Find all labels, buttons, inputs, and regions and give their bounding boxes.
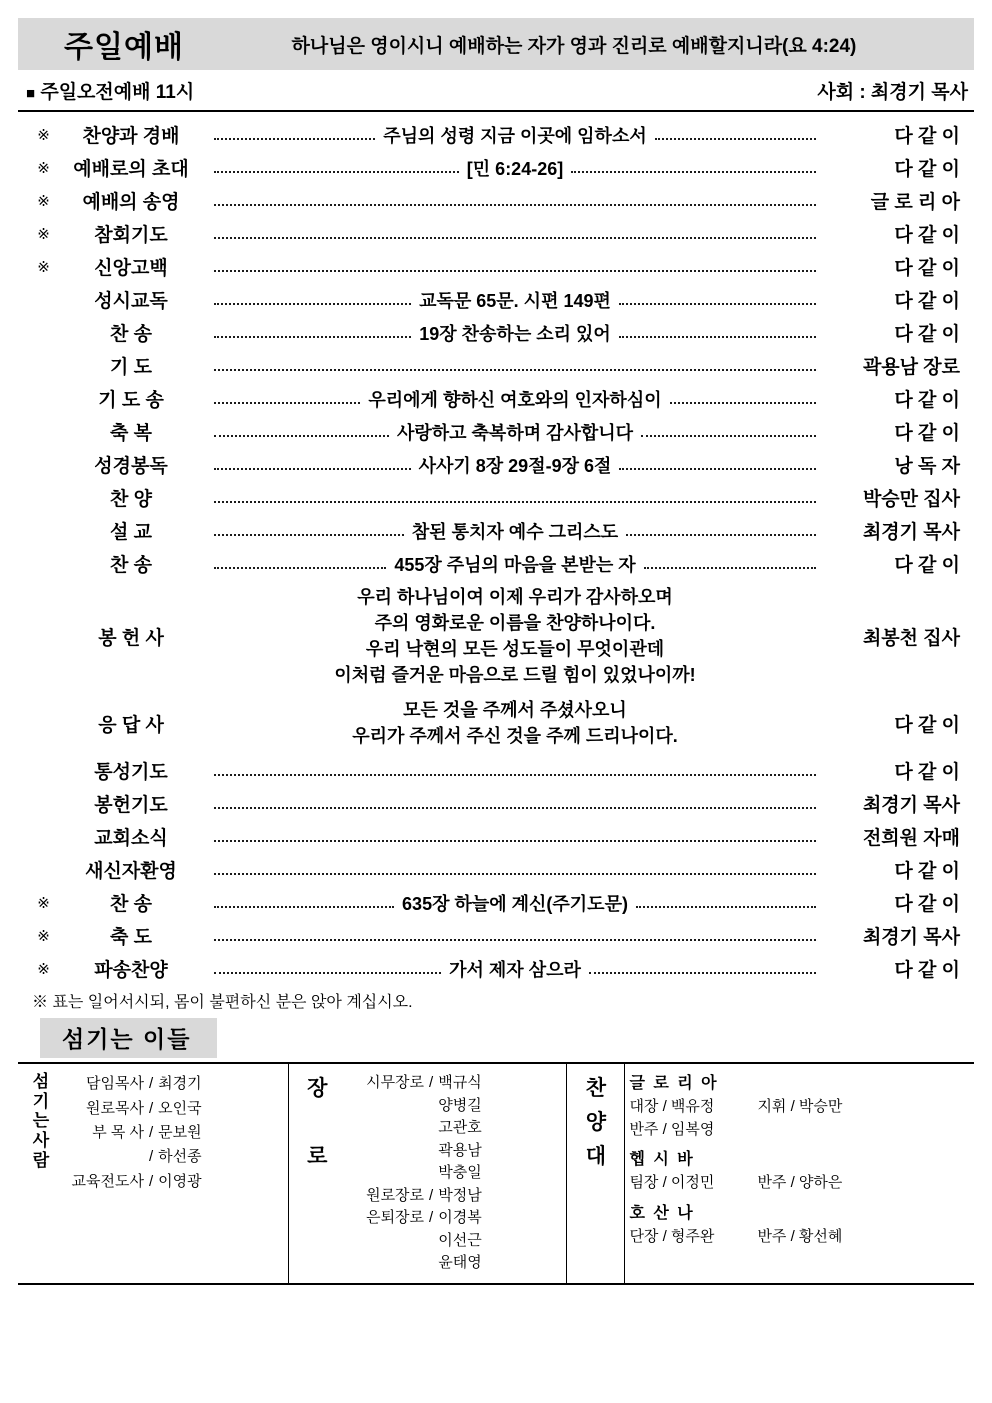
- order-item: 기 도: [110, 357, 152, 378]
- order-item: 봉헌기도: [94, 795, 168, 817]
- pastor-entry: 부 목 사 / 문보원: [92, 1123, 202, 1141]
- order-mark: [18, 692, 56, 754]
- order-mid: [206, 316, 824, 349]
- order-mid: [206, 283, 824, 316]
- order-who: 다 같 이: [894, 714, 960, 736]
- service-label: 주일오전예배 11시: [40, 82, 195, 103]
- service-leader: 사회 : 최경기 목사: [817, 82, 968, 103]
- order-mark: [18, 787, 56, 820]
- choir-role-row: 대장 / 백유정 지휘 / 박승만: [629, 1098, 843, 1116]
- elder-entry: 양병길: [438, 1096, 482, 1114]
- choir-name: 헵 시 바: [629, 1151, 695, 1169]
- elder-entry: 박충일: [438, 1164, 482, 1182]
- order-row: [18, 514, 974, 547]
- order-mark: ※: [37, 192, 50, 210]
- order-mark: ※: [37, 126, 50, 144]
- order-mid: [206, 952, 824, 985]
- order-mid: [206, 886, 824, 919]
- order-mid: [206, 382, 824, 415]
- elder-entry: 윤태영: [438, 1254, 482, 1272]
- pastors-list: [64, 1063, 288, 1284]
- order-item: 성시교독: [94, 291, 168, 312]
- pastor-entry: 교육전도사 / 이영광: [71, 1172, 202, 1190]
- order-row: [18, 820, 974, 853]
- order-mid: [206, 118, 824, 151]
- order-item: 봉 헌 사: [98, 627, 164, 649]
- order-row: [18, 919, 974, 952]
- order-mark: [18, 448, 56, 481]
- choir-role-row: 팀장 / 이정민 반주 / 양하은: [629, 1174, 843, 1192]
- order-item: 새신자환영: [85, 861, 177, 883]
- order-row: [18, 151, 974, 184]
- order-row: [18, 886, 974, 919]
- order-item: 찬양과 경배: [82, 126, 180, 147]
- order-mid: [206, 217, 824, 250]
- choir-block: [629, 1072, 970, 1141]
- order-detail: 주님의 성령 지금 이곳에 임하소서: [383, 125, 647, 146]
- order-mid: [206, 250, 824, 283]
- elder-entry: 이선근: [438, 1231, 482, 1249]
- choir-name: 글 로 리 아: [629, 1075, 719, 1093]
- choirs-list: [625, 1063, 974, 1284]
- order-detail: 참된 통치자 예수 그리스도: [411, 521, 619, 542]
- order-mark: ※: [37, 258, 50, 276]
- order-mark: [18, 820, 56, 853]
- order-row: [18, 754, 974, 787]
- order-mark: ※: [37, 159, 50, 177]
- elder-entry: 고관호: [438, 1119, 482, 1137]
- order-row: [18, 952, 974, 985]
- order-mid: [206, 547, 824, 580]
- elder-entry: 은퇴장로 / 이경복: [366, 1209, 482, 1227]
- order-row: [18, 184, 974, 217]
- order-mark: [18, 514, 56, 547]
- order-mark: [18, 481, 56, 514]
- service-subheader: [18, 70, 974, 112]
- order-who: 다 같 이: [894, 960, 960, 982]
- order-detail-multiline: 모든 것을 주께서 주셨사오니 우리가 주께서 주신 것을 주께 드리나이다.: [352, 700, 678, 747]
- order-who: 최봉천 집사: [862, 627, 960, 649]
- servants-col1-label: 섬 기 는 사 람: [32, 1072, 50, 1170]
- order-item: 축 도: [110, 927, 152, 949]
- servants-section-title: 섬기는 이들: [40, 1018, 217, 1058]
- elders-list: [346, 1063, 567, 1284]
- choir-name: 호 산 나: [629, 1204, 695, 1222]
- order-who: 박승만 집사: [862, 489, 960, 510]
- order-row: [18, 853, 974, 886]
- order-mark: [18, 754, 56, 787]
- order-item: 찬 송: [110, 324, 152, 345]
- order-detail: 교독문 65문. 시편 149편: [419, 290, 611, 311]
- order-mid: [206, 481, 824, 514]
- order-who: 다 같 이: [894, 225, 960, 246]
- order-row: [18, 283, 974, 316]
- order-who: 다 같 이: [894, 390, 960, 411]
- order-mark: ※: [37, 894, 50, 912]
- pastor-entry: 원로목사 / 오인국: [86, 1099, 202, 1117]
- order-mid: [206, 692, 824, 754]
- order-item: 통성기도: [94, 762, 168, 784]
- order-mark: [18, 283, 56, 316]
- elder-entry: 시무장로 / 백규식: [366, 1074, 482, 1092]
- servants-col2-label: 장 로: [288, 1063, 346, 1284]
- choir-role-row: 반주 / 임복영: [629, 1120, 715, 1138]
- order-item: 응 답 사: [98, 714, 164, 736]
- order-detail: 우리에게 향하신 여호와의 인자하심이: [368, 389, 662, 410]
- order-mark: [18, 349, 56, 382]
- order-item: 성경봉독: [94, 456, 168, 477]
- order-mid: [206, 580, 824, 692]
- page-title: 주일예배: [64, 31, 184, 64]
- order-who: 다 같 이: [894, 555, 960, 576]
- order-mark: ※: [37, 960, 50, 978]
- order-mark: [18, 853, 56, 886]
- servants-col3-label: 찬 양 대: [567, 1063, 625, 1284]
- order-who: 전희원 자매: [862, 828, 960, 850]
- order-detail: 가서 제자 삼으라: [449, 959, 581, 980]
- choir-block: [629, 1202, 970, 1249]
- order-row: [18, 448, 974, 481]
- order-item: 예배로의 초대: [73, 159, 189, 180]
- order-mid: [206, 853, 824, 886]
- order-row: [18, 118, 974, 151]
- service-label-wrap: [26, 77, 194, 104]
- order-item: 찬 양: [110, 489, 152, 510]
- choir-role-row: 단장 / 형주완 반주 / 황선혜: [629, 1227, 843, 1245]
- order-item: 교회소식: [94, 828, 168, 850]
- order-row: [18, 481, 974, 514]
- order-mid: [206, 787, 824, 820]
- elder-entry: 원로장로 / 박정남: [366, 1186, 482, 1204]
- header-bar: [18, 18, 974, 70]
- order-who: 글 로 리 아: [870, 192, 960, 213]
- order-mid: [206, 151, 824, 184]
- order-row: [18, 316, 974, 349]
- order-detail: 635장 하늘에 계신(주기도문): [402, 893, 628, 914]
- order-row: [18, 547, 974, 580]
- order-item: 축 복: [110, 423, 152, 444]
- order-mid: [206, 820, 824, 853]
- order-who: 다 같 이: [894, 126, 960, 147]
- order-mid: [206, 184, 824, 217]
- order-who: 다 같 이: [894, 894, 960, 916]
- order-mark: ※: [37, 927, 50, 945]
- order-of-worship-table: [18, 118, 974, 985]
- order-item: 기 도 송: [98, 390, 164, 411]
- servants-table: [18, 1062, 974, 1285]
- order-who: 다 같 이: [894, 159, 960, 180]
- order-mid: [206, 448, 824, 481]
- square-bullet-icon: ■: [26, 85, 36, 102]
- order-mark: [18, 316, 56, 349]
- order-item: 찬 송: [110, 894, 152, 916]
- elder-entry: 곽용남: [438, 1141, 482, 1159]
- choir-block: [629, 1148, 970, 1195]
- order-mid: [206, 514, 824, 547]
- order-mid: [206, 754, 824, 787]
- order-who: 다 같 이: [894, 861, 960, 883]
- order-item: 예배의 송영: [82, 192, 180, 213]
- order-item: 참회기도: [94, 225, 168, 246]
- order-who: 최경기 목사: [862, 927, 960, 949]
- order-row: [18, 217, 974, 250]
- order-row: [18, 415, 974, 448]
- order-mark: [18, 580, 56, 692]
- order-who: 다 같 이: [894, 291, 960, 312]
- order-detail: 19장 찬송하는 소리 있어: [419, 323, 611, 344]
- order-item: 설 교: [110, 522, 152, 543]
- order-row: [18, 349, 974, 382]
- order-detail-multiline: 우리 하나님이여 이제 우리가 감사하오며 주의 영화로운 이름을 찬양하나이다. 우리 낙현의 모든 성도들이 무엇이관데 이처럼 즐거운 마음으로 드릴 힘이 있었나이까!: [334, 587, 696, 686]
- order-mark: [18, 382, 56, 415]
- order-who: 최경기 목사: [862, 795, 960, 817]
- order-who: 다 같 이: [894, 258, 960, 279]
- order-mid: [206, 415, 824, 448]
- order-who: 낭 독 자: [894, 456, 960, 477]
- order-who: 곽용남 장로: [862, 357, 960, 378]
- order-row: [18, 787, 974, 820]
- order-who: 다 같 이: [894, 762, 960, 784]
- order-item: 파송찬양: [94, 960, 168, 982]
- order-detail: 사사기 8장 29절-9장 6절: [418, 455, 612, 476]
- order-detail: [민 6:24-26]: [466, 158, 564, 179]
- order-mid: [206, 349, 824, 382]
- order-item: 찬 송: [110, 555, 152, 576]
- order-detail: 455장 주님의 마음을 본받는 자: [394, 554, 636, 575]
- order-who: 최경기 목사: [862, 522, 960, 543]
- order-mark: [18, 415, 56, 448]
- pastor-entry: 담임목사 / 최경기: [86, 1075, 202, 1093]
- order-row-block: [18, 692, 974, 754]
- order-mark: ※: [37, 225, 50, 243]
- order-row: [18, 382, 974, 415]
- order-footnote: ※ 표는 일어서시되, 몸이 불편하신 분은 앉아 계십시오.: [32, 994, 413, 1012]
- order-mid: [206, 919, 824, 952]
- order-row: [18, 250, 974, 283]
- pastor-entry: / 하선종: [149, 1148, 202, 1166]
- header-verse: 하나님은 영이시니 예배하는 자가 영과 진리로 예배할지니라(요 4:24): [291, 35, 857, 57]
- order-mark: [18, 547, 56, 580]
- order-row-block: [18, 580, 974, 692]
- order-who: 다 같 이: [894, 423, 960, 444]
- order-item: 신앙고백: [94, 258, 168, 279]
- order-who: 다 같 이: [894, 324, 960, 345]
- order-detail: 사랑하고 축복하며 감사합니다: [396, 422, 634, 443]
